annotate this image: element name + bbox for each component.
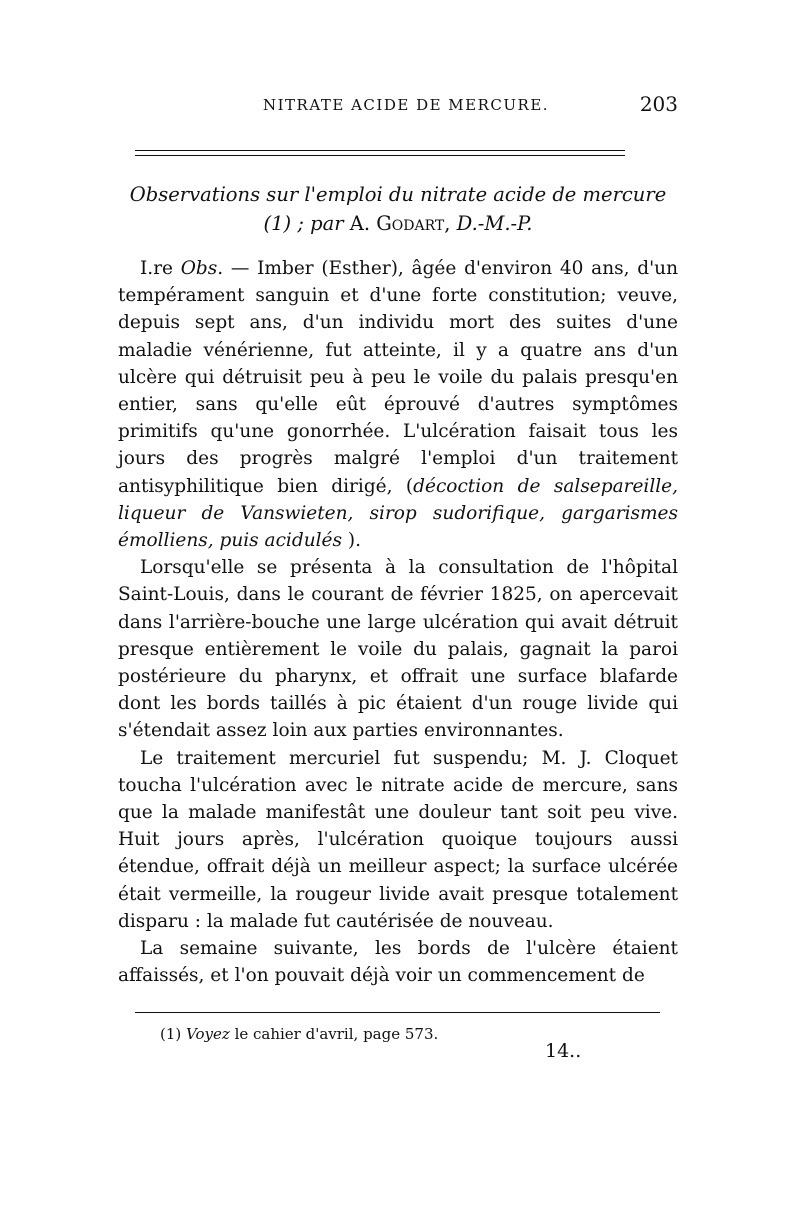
footnote-marker: (1) — [160, 1025, 182, 1043]
header-double-rule — [135, 150, 625, 156]
paragraph-1-end: ). — [347, 530, 361, 552]
paragraph-4: La semaine suivante, les bords de l'ulcère étaient affaissés, et l'on pouvait déjà voir un commencement de — [118, 938, 678, 987]
article-title: Observations sur l'emploi du nitrate acide de mercure (1) ; par — [129, 183, 667, 235]
article-heading — [118, 180, 678, 238]
running-title: NITRATE ACIDE DE MERCURE. — [263, 96, 550, 114]
footnote-text: le cahier d'avril, page 573. — [234, 1025, 439, 1043]
article-author: A. Godart, — [349, 212, 451, 235]
footnote-voyez: Voyez — [186, 1025, 230, 1043]
paragraph-2: Lorsqu'elle se présenta à la consultation de l'hôpital Saint-Louis, dans le courant de février 1825, on apercevait dans l'arrière-bouche une large ulcération qui avait détruit presque entièrement le voile du palais, gagnait la paroi postérieure du pharynx, et offrait une surface blafarde dont les bords taillés à pic étaient d'un rouge livide qui s'étendait assez loin aux parties environnantes. — [118, 557, 678, 742]
footnote-rule — [135, 1012, 660, 1013]
paragraph-3: Le traitement mercuriel fut suspendu; M. J. Cloquet toucha l'ulcération avec le nitrate acide de mercure, sans que la malade manifestât une douleur tant soit peu vive. Huit jours après, l'ulcération quoique toujours aussi étendue, offrait déjà un meilleur aspect; la surface ulcérée était vermeille, la rougeur livide avait presque totalement disparu : la malade fut cautérisée de nouveau. — [118, 747, 678, 932]
observation-label: Obs. — [180, 258, 224, 279]
running-head — [118, 92, 678, 126]
observation-number: I.re — [140, 258, 173, 279]
author-degree: D.-M.-P. — [456, 212, 533, 235]
page-number: 203 — [639, 92, 678, 116]
paragraph-1 — [118, 255, 678, 554]
signature-mark: 14.. — [545, 1040, 582, 1062]
paragraph-1-italic: décoction de salsepareille, liqueur de Vanswieten, sirop sudorifique, gargarismes émolliens, puis acidulés — [118, 475, 679, 552]
article-body — [118, 255, 678, 989]
paragraph-1-text: — Imber (Esther), âgée d'environ 40 ans, d'un tempérament sanguin et d'une forte constitution; veuve, depuis sept ans, d'un individu mort des suites d'une maladie vénérienne, fut atteinte, il y a quatre ans d'un ulcère qui détruisit peu à peu le voile du palais presqu'en entier, sans qu'elle eût éprouvé d'autres symptômes primitifs qu'une gonorrhée. L'ulcération faisait tous les jours des progrès malgré l'emploi d'un traitement antisyphilitique bien dirigé, ( — [118, 258, 678, 497]
footnote — [160, 1025, 438, 1043]
